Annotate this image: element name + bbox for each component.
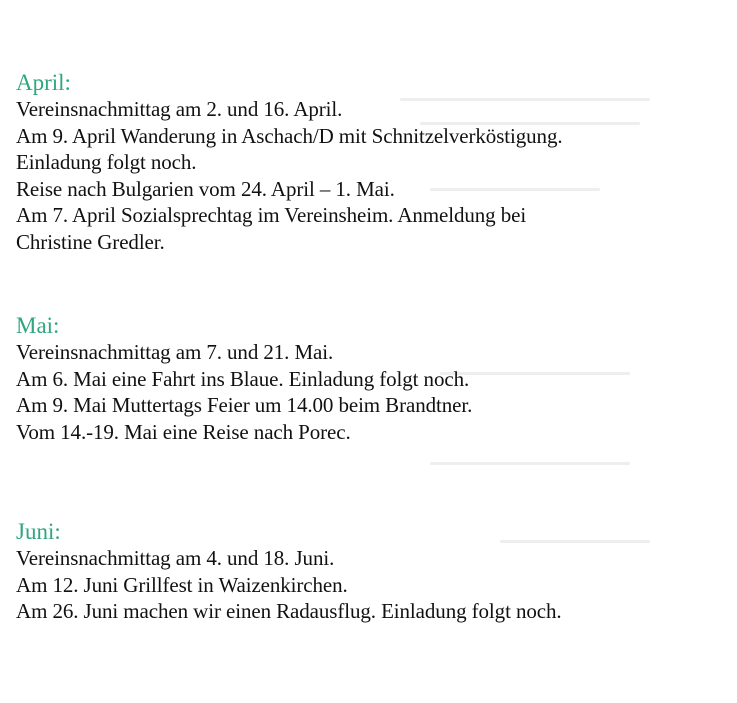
section-mai — [16, 313, 726, 445]
section-heading-mai: Mai: — [16, 313, 60, 338]
event-line: Am 9. Mai Muttertags Feier um 14.00 beim Brandtner. — [16, 393, 473, 417]
event-line: Reise nach Bulgarien vom 24. April – 1. Mai. — [16, 176, 395, 201]
event-line: Am 12. Juni Grillfest in Waizenkirchen. — [16, 572, 348, 597]
event-line: Vereinsnachmittag am 7. und 21. Mai. — [16, 340, 334, 364]
event-line: Christine Gredler. — [16, 229, 165, 254]
event-line: Am 9. April Wanderung in Aschach/D mit Schnitzelverköstigung. — [16, 123, 563, 148]
section-juni — [16, 519, 726, 625]
section-heading-april: April: — [16, 70, 71, 95]
event-line: Am 7. April Sozialsprechtag im Vereinsheim. Anmeldung bei — [16, 203, 527, 227]
event-line: Vereinsnachmittag am 4. und 18. Juni. — [16, 546, 335, 570]
event-line: Am 6. Mai eine Fahrt ins Blaue. Einladung folgt noch. — [16, 366, 470, 391]
event-line: Einladung folgt noch. — [16, 150, 197, 174]
section-heading-juni: Juni: — [16, 519, 61, 544]
event-line: Vom 14.-19. Mai eine Reise nach Porec. — [16, 419, 351, 444]
event-line: Vereinsnachmittag am 2. und 16. April. — [16, 97, 343, 121]
bleed-through-mark — [430, 462, 630, 465]
event-line: Am 26. Juni machen wir einen Radausflug. Einladung folgt noch. — [16, 599, 562, 623]
section-april — [16, 70, 726, 255]
